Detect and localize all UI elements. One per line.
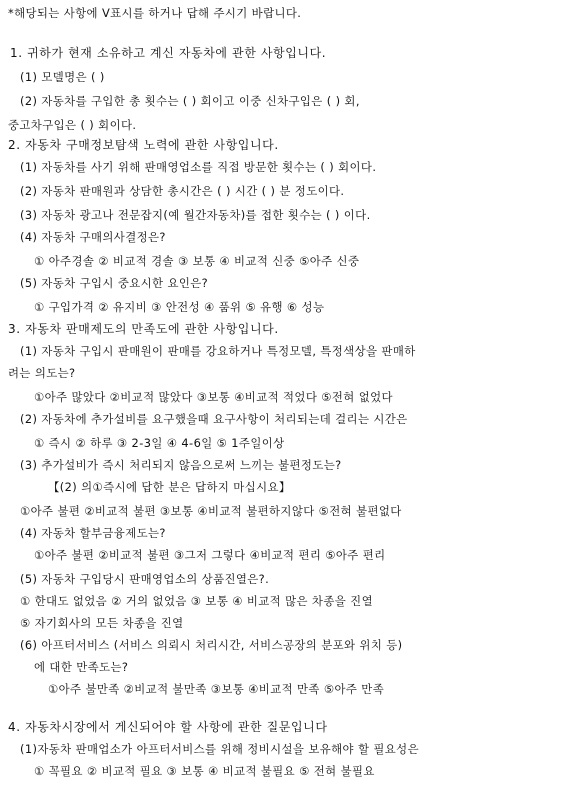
s3-q3: (3) 추가설비가 즉시 처리되지 않음으로써 느끼는 불편정도는? xyxy=(20,458,342,472)
s3-q6-line1: (6) 아프터서비스 (서비스 의뢰시 처리시간, 서비스공장의 분포와 위치 등) xyxy=(20,638,403,652)
section3-title: 3. 자동차 판매제도의 만족도에 관한 사항입니다. xyxy=(8,322,279,336)
s1-q1: (1) 모델명은 ( ) xyxy=(20,70,105,84)
s2-q5: (5) 자동차 구입시 중요시한 요인은? xyxy=(20,276,209,290)
s3-q2: (2) 자동차에 추가설비를 요구했을때 요구사항이 처리되는데 걸리는 시간은 xyxy=(20,412,408,426)
s3-q5-options-line2: ⑤ 자기회사의 모든 차종을 진열 xyxy=(20,616,184,630)
s3-q2-options: ① 즉시 ② 하루 ③ 2-3일 ④ 4-6일 ⑤ 1주일이상 xyxy=(34,436,285,450)
s3-q3-note: 【(2) 의①즉시에 답한 분은 답하지 마십시요】 xyxy=(48,480,291,494)
s2-q2: (2) 자동차 판매원과 상담한 총시간은 ( ) 시간 ( ) 분 정도이다. xyxy=(20,184,345,198)
s3-q3-options: ①아주 불편 ②비교적 불편 ③보통 ④비교적 불편하지않다 ⑤전혀 불편없다 xyxy=(20,504,402,518)
section2-title: 2. 자동차 구매정보탐색 노력에 관한 사항입니다. xyxy=(8,138,279,152)
s3-q6-options: ①아주 불만족 ②비교적 불만족 ③보통 ④비교적 만족 ⑤아주 만족 xyxy=(48,682,385,696)
s2-q4: (4) 자동차 구매의사결정은? xyxy=(20,230,166,244)
s3-q1-line1: (1) 자동차 구입시 판매원이 판매를 강요하거나 특정모델, 특정색상을 판매하 xyxy=(20,344,416,358)
s3-q5: (5) 자동차 구입당시 판매영업소의 상품진열은?. xyxy=(20,572,270,586)
s4-q1: (1)자동차 판매업소가 아프터서비스를 위해 정비시설을 보유해야 할 필요성은 xyxy=(20,742,419,756)
s2-q1: (1) 자동차를 사기 위해 판매영업소를 직접 방문한 횟수는 ( ) 회이다. xyxy=(20,160,377,174)
section1-title: 1. 귀하가 현재 소유하고 계신 자동차에 관한 사항입니다. xyxy=(10,46,327,60)
s2-q5-options: ① 구입가격 ② 유지비 ③ 안전성 ④ 품위 ⑤ 유행 ⑥ 성능 xyxy=(34,300,325,314)
s3-q1-line2: 려는 의도는? xyxy=(8,366,76,380)
s3-q5-options-line1: ① 한대도 없었음 ② 거의 없었음 ③ 보통 ④ 비교적 많은 차종을 진열 xyxy=(20,594,373,608)
s3-q4-options: ①아주 불편 ②비교적 불편 ③그저 그렇다 ④비교적 편리 ⑤아주 편리 xyxy=(34,548,386,562)
s3-q1-options: ①아주 많았다 ②비교적 많았다 ③보통 ④비교적 적었다 ⑤전혀 없었다 xyxy=(34,390,393,404)
s2-q4-options: ① 아주경솔 ② 비교적 경솔 ③ 보통 ④ 비교적 신중 ⑤아주 신중 xyxy=(34,254,360,268)
s1-q2-line2: 중고차구입은 ( ) 회이다. xyxy=(8,118,137,132)
s1-q2-line1: (2) 자동차를 구입한 총 횟수는 ( ) 회이고 이중 신차구입은 ( ) 회, xyxy=(20,94,360,108)
instruction: *해당되는 사항에 V표시를 하거나 답해 주시기 바랍니다. xyxy=(8,6,302,20)
section4-title: 4. 자동차시장에서 게신되어야 할 사항에 관한 질문입니다 xyxy=(8,720,328,734)
s2-q3: (3) 자동차 광고나 전문잡지(예 월간자동차)를 접한 횟수는 ( ) 이다. xyxy=(20,208,371,222)
s4-q1-options: ① 꼭필요 ② 비교적 필요 ③ 보통 ④ 비교적 불필요 ⑤ 전혀 불필요 xyxy=(34,764,375,778)
s3-q6-line2: 에 대한 만족도는? xyxy=(34,660,129,674)
s3-q4: (4) 자동차 할부금융제도는? xyxy=(20,526,166,540)
